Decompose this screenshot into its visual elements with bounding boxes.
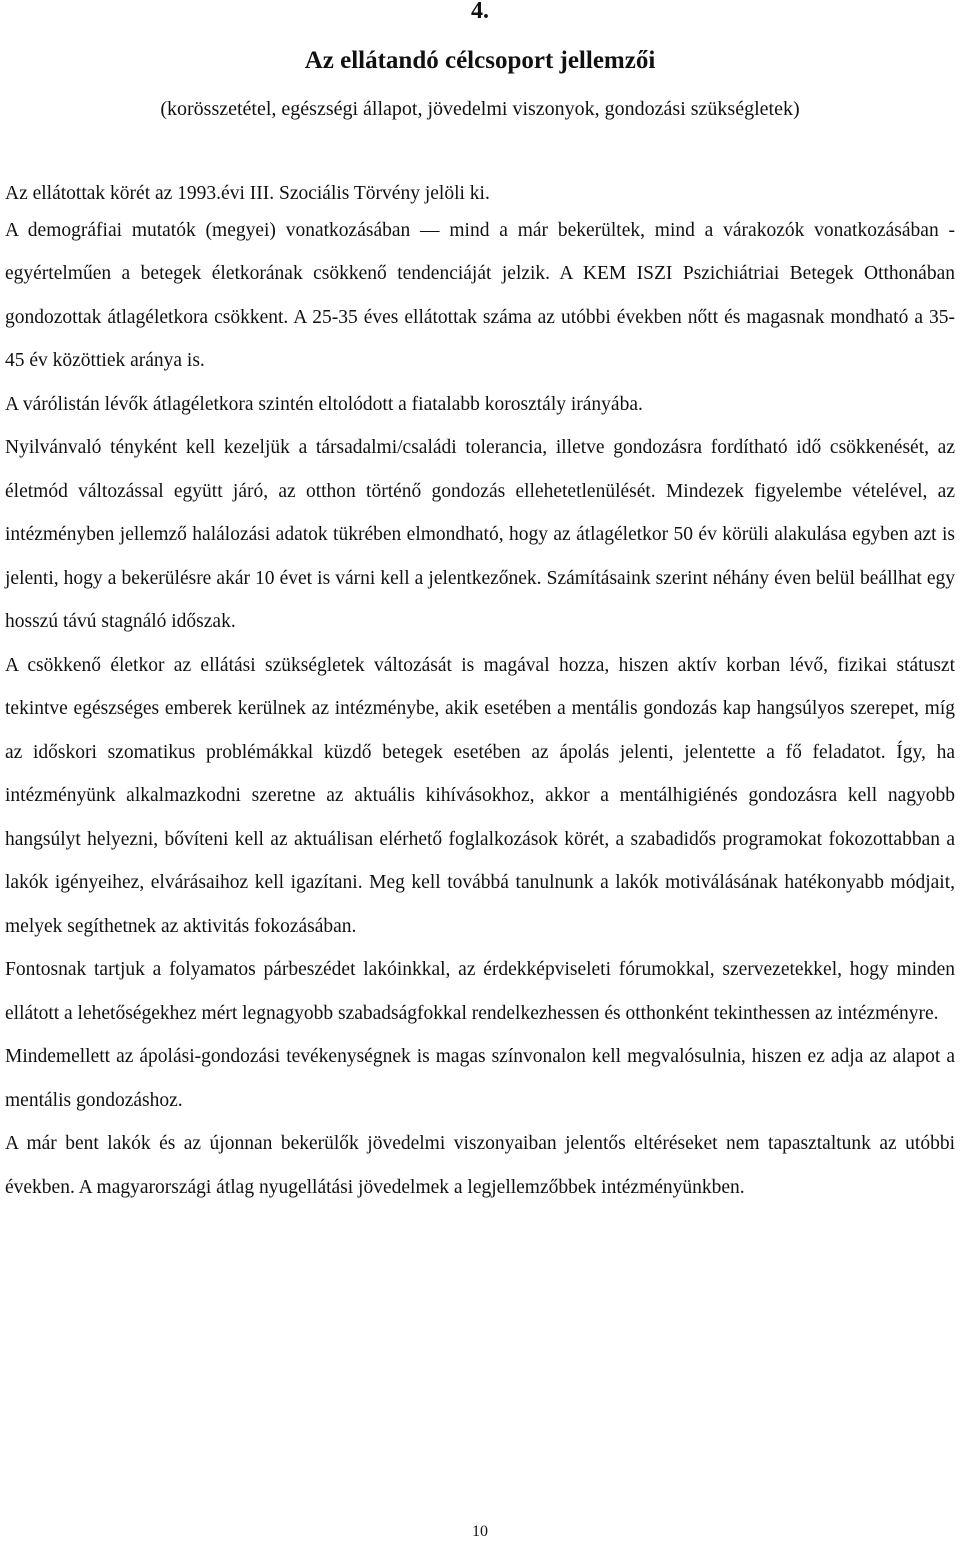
chapter-subtitle: (korösszetétel, egészségi állapot, jövedelmi viszonyok, gondozási szükségletek) xyxy=(160,98,800,120)
paragraph-income: A már bent lakók és az újonnan bekerülők jövedelmi viszonyaiban jelentős eltéréseket nem tapasztaltunk az utóbbi években. A magyarországi átlag nyugellátási jövedelmek a legjellemzőbbek intézményünkben. xyxy=(5,1133,955,1198)
paragraph-waiting-list: A várólistán lévők átlagéletkora szintén eltolódott a fiatalabb korosztály irányába. xyxy=(5,393,643,415)
chapter-title: Az ellátandó célcsoport jellemzői xyxy=(304,47,656,74)
paragraph-demographics: A demográfiai mutatók (megyei) vonatkozásában ― mind a már bekerültek, mind a várakozók vonatkozásában - egyértelműen a betegek életkorának csökkenő tendenciáját jelzik. A KEM ISZI Pszichiátriai Betegek Otthonában gondozottak átlagéletkora csökkent. A 25-35 éves ellátottak száma az utóbbi években nőtt és magasnak mondható a 35-45 év közöttiek aránya is. xyxy=(5,219,955,371)
section-number: 4. xyxy=(471,0,489,24)
body-text xyxy=(5,172,955,1209)
paragraph-tolerance: Nyilvánvaló tényként kell kezeljük a társadalmi/családi tolerancia, illetve gondozásra fordítható idő csökkenését, az életmód változással együtt járó, az otthon történő gondozás ellehetetlenülését. Mindezek figyelembe vételével, az intézményben jellemző halálozási adatok tükrében elmondható, hogy az átlagéletkor 50 év körüli alakulása egyben azt is jelenti, hogy a bekerülésre akár 10 évet is várni kell a jelentkezőnek. Számításaink szerint néhány éven belül beállhat egy hosszú távú stagnáló időszak. xyxy=(5,437,955,632)
paragraph-care-needs: A csökkenő életkor az ellátási szükségletek változását is magával hozza, hiszen aktív korban lévő, fizikai státuszt tekintve egészséges emberek kerülnek az intézménybe, akik esetében a mentális gondozás kap hangsúlyos szerepet, míg az időskori szomatikus problémákkal küzdő betegek esetében az ápolás jelenti, jelentette a fő feladatot. Így, ha intézményünk alkalmazkodni szeretne az aktuális kihívásokhoz, akkor a mentálhigiénés gondozásra kell nagyobb hangsúlyt helyezni, bővíteni kell az aktuálisan elérhető foglalkozások körét, a szabadidős programokat fokozottabban a lakók igényeihez, elvárásaihoz kell igazítani. Meg kell továbbá tanulnunk a lakók motiválásának hatékonyabb módjait, melyek segíthetnek az aktivitás fokozásában. xyxy=(5,654,955,937)
paragraph-dialogue: Fontosnak tartjuk a folyamatos párbeszédet lakóinkkal, az érdekképviseleti fórumokkal, szervezetekkel, hogy minden ellátott a lehetőségekhez mért legnagyobb szabadságfokkal rendelkezhessen és otthonként tekinthessen az intézményre. xyxy=(5,959,955,1024)
paragraph-legal-basis: Az ellátottak körét az 1993.évi III. Szociális Törvény jelöli ki. xyxy=(5,183,490,204)
paragraph-nursing: Mindemellett az ápolási-gondozási tevékenységnek is magas színvonalon kell megvalósulnia, hiszen ez adja az alapot a mentális gondozáshoz. xyxy=(5,1046,955,1111)
page-number: 10 xyxy=(472,1523,488,1540)
